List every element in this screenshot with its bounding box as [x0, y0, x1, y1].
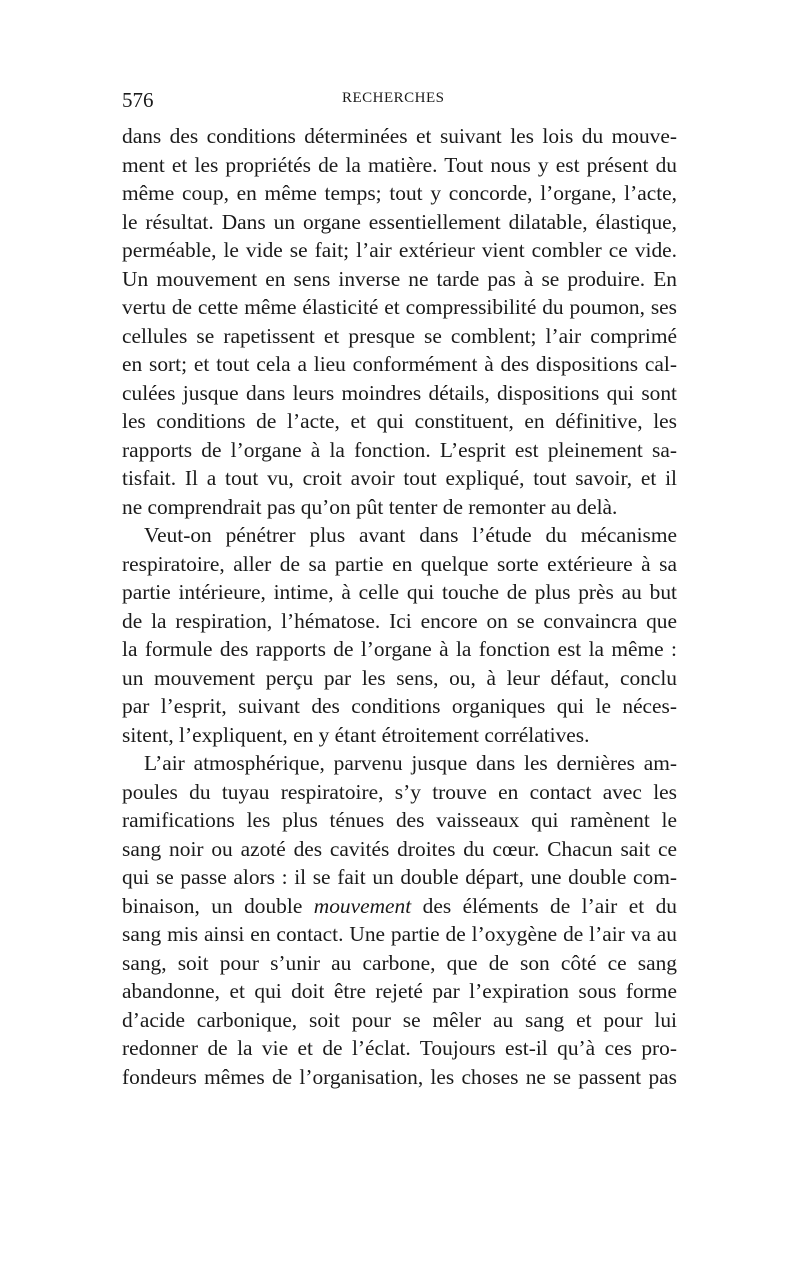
body-text: [122, 122, 677, 1091]
text-line: perméable, le vide se fait; l’air extérieur vient combler ce vide.: [122, 238, 677, 262]
text-line: ment et les propriétés de la matière. Tout nous y est présent du: [122, 152, 677, 177]
text-line: L’air atmosphérique, parvenu jusque dans les dernières am-: [144, 751, 677, 775]
text-line: un mouvement perçu par les sens, ou, à leur défaut, conclu: [122, 665, 677, 690]
text-line: les conditions de l’acte, et qui constituent, en définitive, les: [122, 409, 677, 433]
text-line: rapports de l’organe à la fonction. L’esprit est pleinement sa-: [122, 437, 677, 462]
text-line: abandonne, et qui doit être rejeté par l’expiration sous forme: [122, 979, 677, 1003]
text-line: la formule des rapports de l’organe à la fonction est la même :: [122, 637, 677, 661]
text-line: par l’esprit, suivant des conditions organiques qui le néces-: [122, 694, 677, 718]
paragraph-3: [122, 749, 677, 1091]
text-line: tisfait. Il a tout vu, croit avoir tout expliqué, tout savoir, et il: [122, 466, 677, 490]
page-number: 576: [122, 88, 154, 112]
text-line: qui se passe alors : il se fait un double départ, une double com-: [122, 865, 677, 889]
text-line: poules du tuyau respiratoire, s’y trouve en contact avec les: [122, 779, 677, 804]
text-line: d’acide carbonique, soit pour se mêler au sang et pour lui: [122, 1007, 677, 1032]
text-line: dans des conditions déterminées et suivant les lois du mouve-: [122, 124, 677, 148]
text-line: cellules se rapetissent et presque se comblent; l’air comprimé: [122, 323, 677, 348]
text-line: culées jusque dans leurs moindres détails, dispositions qui sont: [122, 380, 677, 405]
text-line: le résultat. Dans un organe essentiellement dilatable, élastique,: [122, 209, 677, 234]
text-line: Un mouvement en sens inverse ne tarde pas à se produire. En: [122, 266, 677, 291]
text-line: de la respiration, l’hématose. Ici encore on se convaincra que: [122, 608, 677, 633]
text-line: sang noir ou azoté des cavités droites du cœur. Chacun sait ce: [122, 836, 677, 861]
text-line: fondeurs mêmes de l’organisation, les choses ne se passent pas: [122, 1064, 677, 1089]
text-line: sang, soit pour s’unir au carbone, que de son côté ce sang: [122, 950, 677, 975]
text-line: même coup, en même temps; tout y concorde, l’organe, l’acte,: [122, 181, 677, 205]
text-line: redonner de la vie et de l’éclat. Toujours est-il qu’à ces pro-: [122, 1036, 677, 1060]
text-line-with-italic: [122, 892, 677, 921]
text-line: partie intérieure, intime, à celle qui touche de plus près au but: [122, 580, 677, 604]
text-segment: des éléments de l’air et du: [411, 893, 677, 918]
text-line: Veut-on pénétrer plus avant dans l’étude du mécanisme: [144, 523, 677, 547]
text-line: vertu de cette même élasticité et compressibilité du poumon, ses: [122, 295, 677, 319]
book-page: [122, 88, 677, 1091]
text-line: en sort; et tout cela a lieu conformément à des dispositions cal-: [122, 352, 677, 376]
text-line: sitent, l’expliquent, en y étant étroitement corrélatives.: [122, 722, 590, 747]
running-head: RECHERCHES: [342, 90, 445, 106]
text-line: sang mis ainsi en contact. Une partie de l’oxygène de l’air va au: [122, 922, 677, 946]
italic-word: mouvement: [313, 893, 412, 918]
text-line: ne comprendrait pas qu’on pût tenter de remonter au delà.: [122, 494, 618, 519]
text-segment: binaison, un double: [122, 893, 314, 918]
paragraph-1: [122, 122, 677, 521]
text-line: ramifications les plus ténues des vaisseaux qui ramènent le: [122, 808, 677, 832]
paragraph-2: [122, 521, 677, 749]
text-line: respiratoire, aller de sa partie en quelque sorte extérieure à sa: [122, 551, 677, 576]
page-header: [122, 88, 677, 122]
